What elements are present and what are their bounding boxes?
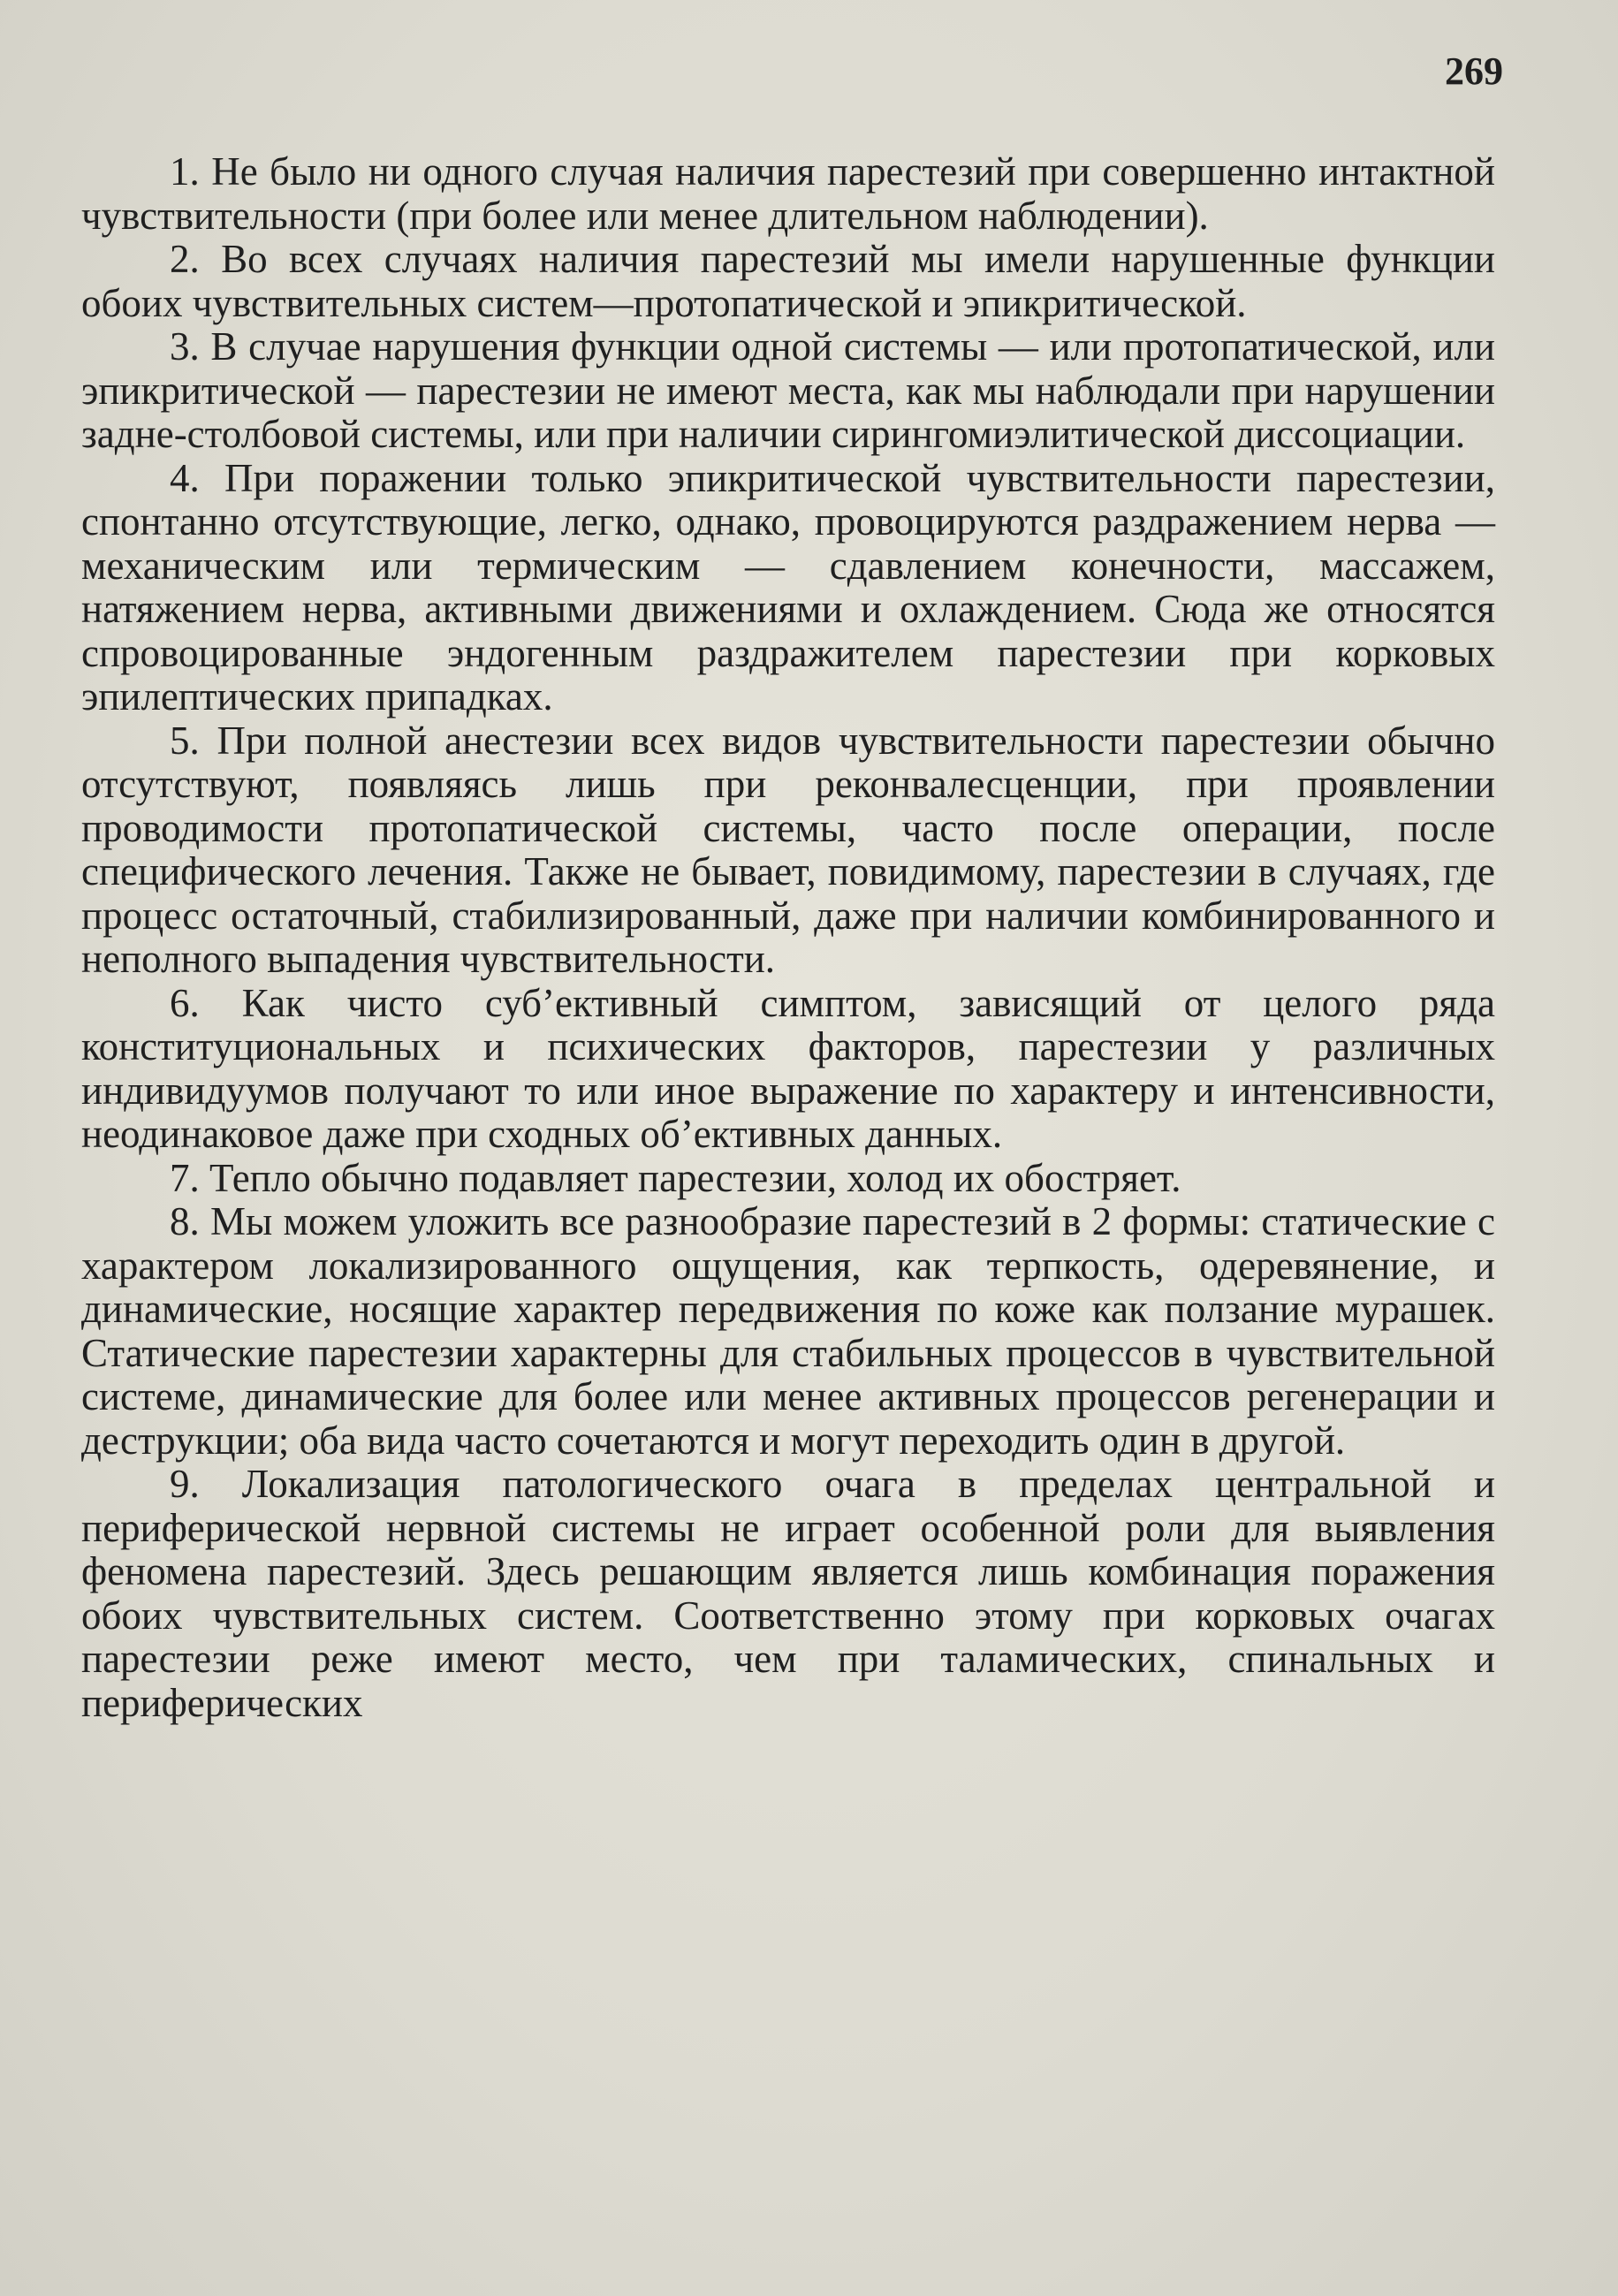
paragraph-2: 2. Во всех случаях наличия парестезий мы имели нарушенные функции обоих чувствительных систем—протопатической и эпикритической. [81, 237, 1495, 325]
paragraph-7: 7. Тепло обычно подавляет парестезии, холод их обостряет. [170, 1155, 1181, 1200]
paragraph-5: 5. При полной анестезии всех видов чувствительности парестезии обычно отсутствуют, появляясь лишь при реконвалесценции, при проявлении проводимости протопатической системы, часто после операции, после специфического лечения. Также не бывает, повидимому, парестезии в случаях, где процесс остаточный, стабилизированный, даже при наличии комбинированного и неполного выпадения чувствительности. [81, 718, 1495, 981]
paragraph-8: 8. Мы можем уложить все разнообразие парестезий в 2 формы: статические с характером локализированного ощущения, как терпкость, одеревянение, и динамические, носящие характер передвижения по коже как ползание мурашек. Статические парестезии характерны для стабильных процессов в чувствительной системе, динамические для более или менее активных процессов регенерации и деструкции; оба вида часто сочетаются и могут переходить один в другой. [81, 1199, 1495, 1463]
paragraph-6: 6. Как чисто суб’ективный симптом, зависящий от целого ряда конституциональных и психических факторов, парестезии у различных индивидуумов получают то или иное выражение по характеру и интенсивности, неодинаковое даже при сходных об’ективных данных. [81, 980, 1495, 1156]
body-text [81, 150, 1495, 1725]
paragraph-1: 1. Не было ни одного случая наличия парестезий при совершенно интактной чувствительности (при более или менее длительном наблюдении). [81, 149, 1495, 238]
paragraph-3: 3. В случае нарушения функции одной системы — или протопатической, или эпикритической — парестезии не имеют места, как мы наблюдали при нарушении задне-столбовой системы, или при наличии сирингомиэлитической диссоциации. [81, 324, 1495, 456]
paragraph-9: 9. Локализация патологического очага в пределах центральной и периферической нервной системы не играет особенной роли для выявления феномена парестезий. Здесь решающим является лишь комбинация поражения обоих чувствительных систем. Соответственно этому при корковых очагах парестезии реже имеют место, чем при таламических, спинальных и периферических [81, 1462, 1495, 1725]
paragraph-4: 4. При поражении только эпикритической чувствительности парестезии, спонтанно отсутствующие, легко, однако, провоцируются раздражением нерва — механическим или термическим — сдавлением конечности, массажем, натяжением нерва, активными движениями и охлаждением. Сюда же относятся спровоцированные эндогенным раздражителем парестезии при корковых эпилептических припадках. [81, 455, 1495, 718]
page-number: 269 [1445, 49, 1503, 93]
